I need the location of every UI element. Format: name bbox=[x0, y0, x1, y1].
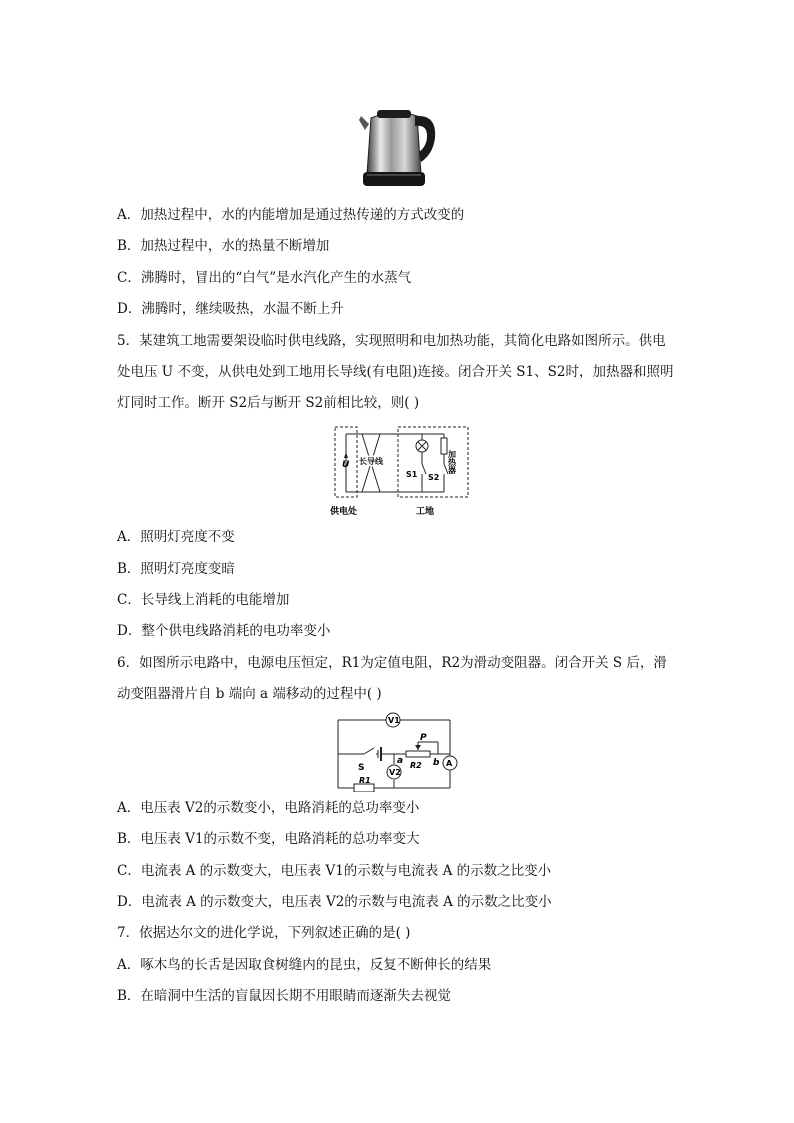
q7-option-b: B．在暗洞中生活的盲鼠因长期不用眼睛而逐渐失去视觉 bbox=[117, 988, 451, 1004]
q4-option-b: B．加热过程中，水的热量不断增加 bbox=[117, 238, 330, 254]
q6-option-a: A．电压表 V2的示数变小，电路消耗的总功率变小 bbox=[117, 800, 420, 816]
label-p: P bbox=[420, 733, 427, 743]
label-heater: 加热器 bbox=[447, 450, 457, 474]
q5-stem-line1: 5．某建筑工地需要架设临时供电线路，实现照明和电加热功能，其简化电路如图所示。供电 bbox=[117, 333, 666, 349]
ammeter-icon bbox=[443, 756, 457, 770]
label-s: S bbox=[358, 763, 365, 773]
q4-option-a: A．加热过程中，水的内能增加是通过热传递的方式改变的 bbox=[117, 207, 465, 223]
label-r1: R1 bbox=[359, 776, 371, 785]
q4-option-c: C．沸腾时，冒出的“白气”是水汽化产生的水蒸气 bbox=[117, 270, 412, 286]
kettle-figure bbox=[355, 104, 439, 190]
q5-stem-line2: 处电压 U 不变，从供电处到工地用长导线(有电阻)连接。闭合开关 S1、S2时，加热器和照明 bbox=[117, 364, 674, 380]
label-r2: R2 bbox=[410, 761, 422, 770]
q4-option-d: D．沸腾时，继续吸热，水温不断上升 bbox=[117, 301, 344, 317]
q5-option-d: D．整个供电线路消耗的电功率变小 bbox=[117, 623, 331, 639]
label-v2: V2 bbox=[389, 768, 401, 777]
kettle-icon bbox=[359, 110, 435, 186]
q5-option-a: A．照明灯亮度不变 bbox=[117, 529, 235, 545]
label-supply: 供电处 bbox=[330, 507, 358, 517]
q6-option-c: C．电流表 A 的示数变大，电压表 V1的示数与电流表 A 的示数之比变小 bbox=[117, 863, 552, 879]
label-s2: S2 bbox=[428, 473, 440, 482]
q5-option-b: B．照明灯亮度变暗 bbox=[117, 561, 235, 577]
lamp-icon bbox=[416, 440, 428, 452]
voltmeter-v1-icon bbox=[386, 713, 400, 727]
q6-stem-line2: 动变阻器滑片自 b 端向 a 端移动的过程中( ) bbox=[117, 686, 382, 702]
q5-circuit-diagram bbox=[328, 424, 472, 518]
q6-option-d: D．电流表 A 的示数变大，电压表 V2的示数与电流表 A 的示数之比变小 bbox=[117, 894, 552, 910]
q6-option-b: B．电压表 V1的示数不变，电路消耗的总功率变大 bbox=[117, 831, 420, 847]
label-s1: S1 bbox=[406, 470, 418, 479]
q5-option-c: C．长导线上消耗的电能增加 bbox=[117, 592, 290, 608]
q7-option-a: A．啄木鸟的长舌是因取食树缝内的昆虫，反复不断伸长的结果 bbox=[117, 957, 492, 973]
label-u: U bbox=[342, 460, 350, 470]
label-b: b bbox=[433, 758, 440, 768]
q6-circuit-diagram bbox=[334, 708, 462, 792]
label-long-wire: 长导线 bbox=[359, 457, 383, 466]
q5-stem-line3: 灯同时工作。断开 S2后与断开 S2前相比较，则( ) bbox=[117, 395, 420, 411]
label-ammeter: A bbox=[446, 759, 453, 768]
voltmeter-v2-icon bbox=[387, 765, 401, 779]
label-a: a bbox=[397, 756, 404, 766]
label-v1: V1 bbox=[388, 716, 400, 725]
q7-stem: 7．依据达尔文的进化学说，下列叙述正确的是( ) bbox=[117, 925, 411, 941]
label-site: 工地 bbox=[416, 507, 435, 517]
q6-stem-line1: 6．如图所示电路中，电源电压恒定，R1为定值电阻，R2为滑动变阻器。闭合开关 S 后，滑 bbox=[117, 655, 667, 671]
